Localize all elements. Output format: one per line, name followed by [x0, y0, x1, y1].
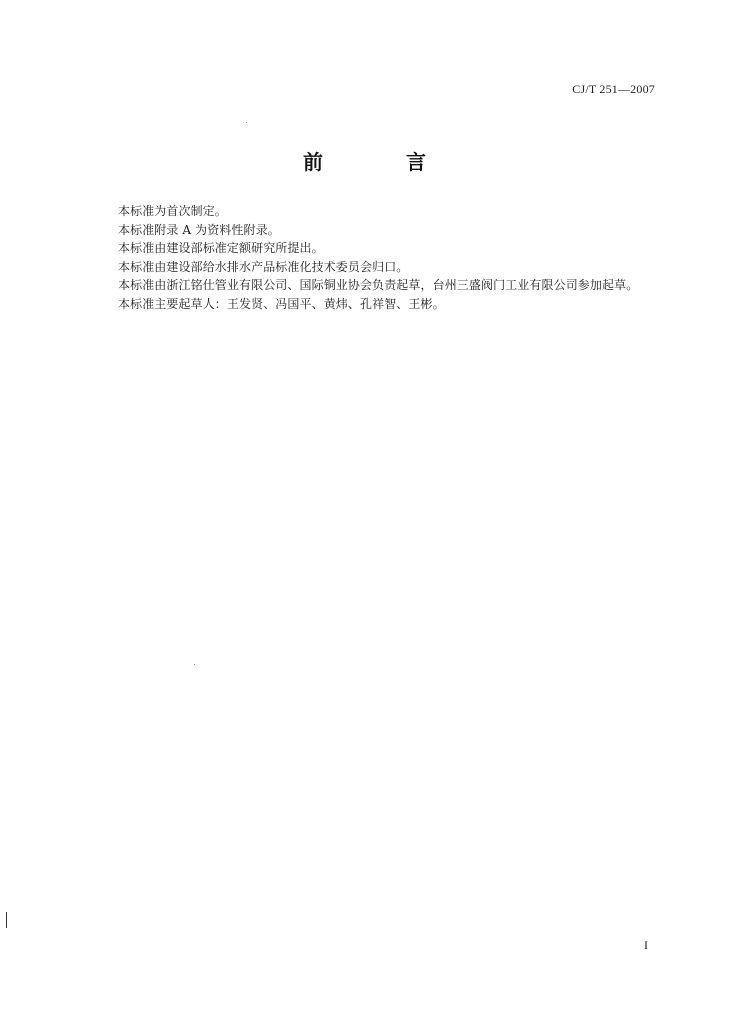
foreword-line: 本标准为首次制定。 [118, 204, 227, 218]
page-title: 前 言 [303, 150, 464, 174]
standard-code: CJ/T 251—2007 [572, 82, 655, 96]
foreword-line: 本标准由浙江铭仕管业有限公司、国际铜业协会负责起草，台州三盛阀门工业有限公司参加起草。 [118, 278, 639, 293]
foreword-line: 本标准由建设部标准定额研究所提出。 [118, 241, 324, 256]
foreword-body [118, 202, 678, 314]
foreword-line: 本标准附录 A 为资料性附录。 [118, 222, 280, 237]
page-number: I [644, 938, 648, 952]
scan-artifact-line [6, 912, 7, 928]
scan-speck [246, 122, 247, 123]
foreword-line: 本标准由建设部给水排水产品标准化技术委员会归口。 [118, 259, 409, 274]
scan-speck [194, 664, 195, 665]
foreword-line: 本标准主要起草人：王发贤、冯国平、黄炜、孔祥智、王彬。 [118, 296, 445, 311]
